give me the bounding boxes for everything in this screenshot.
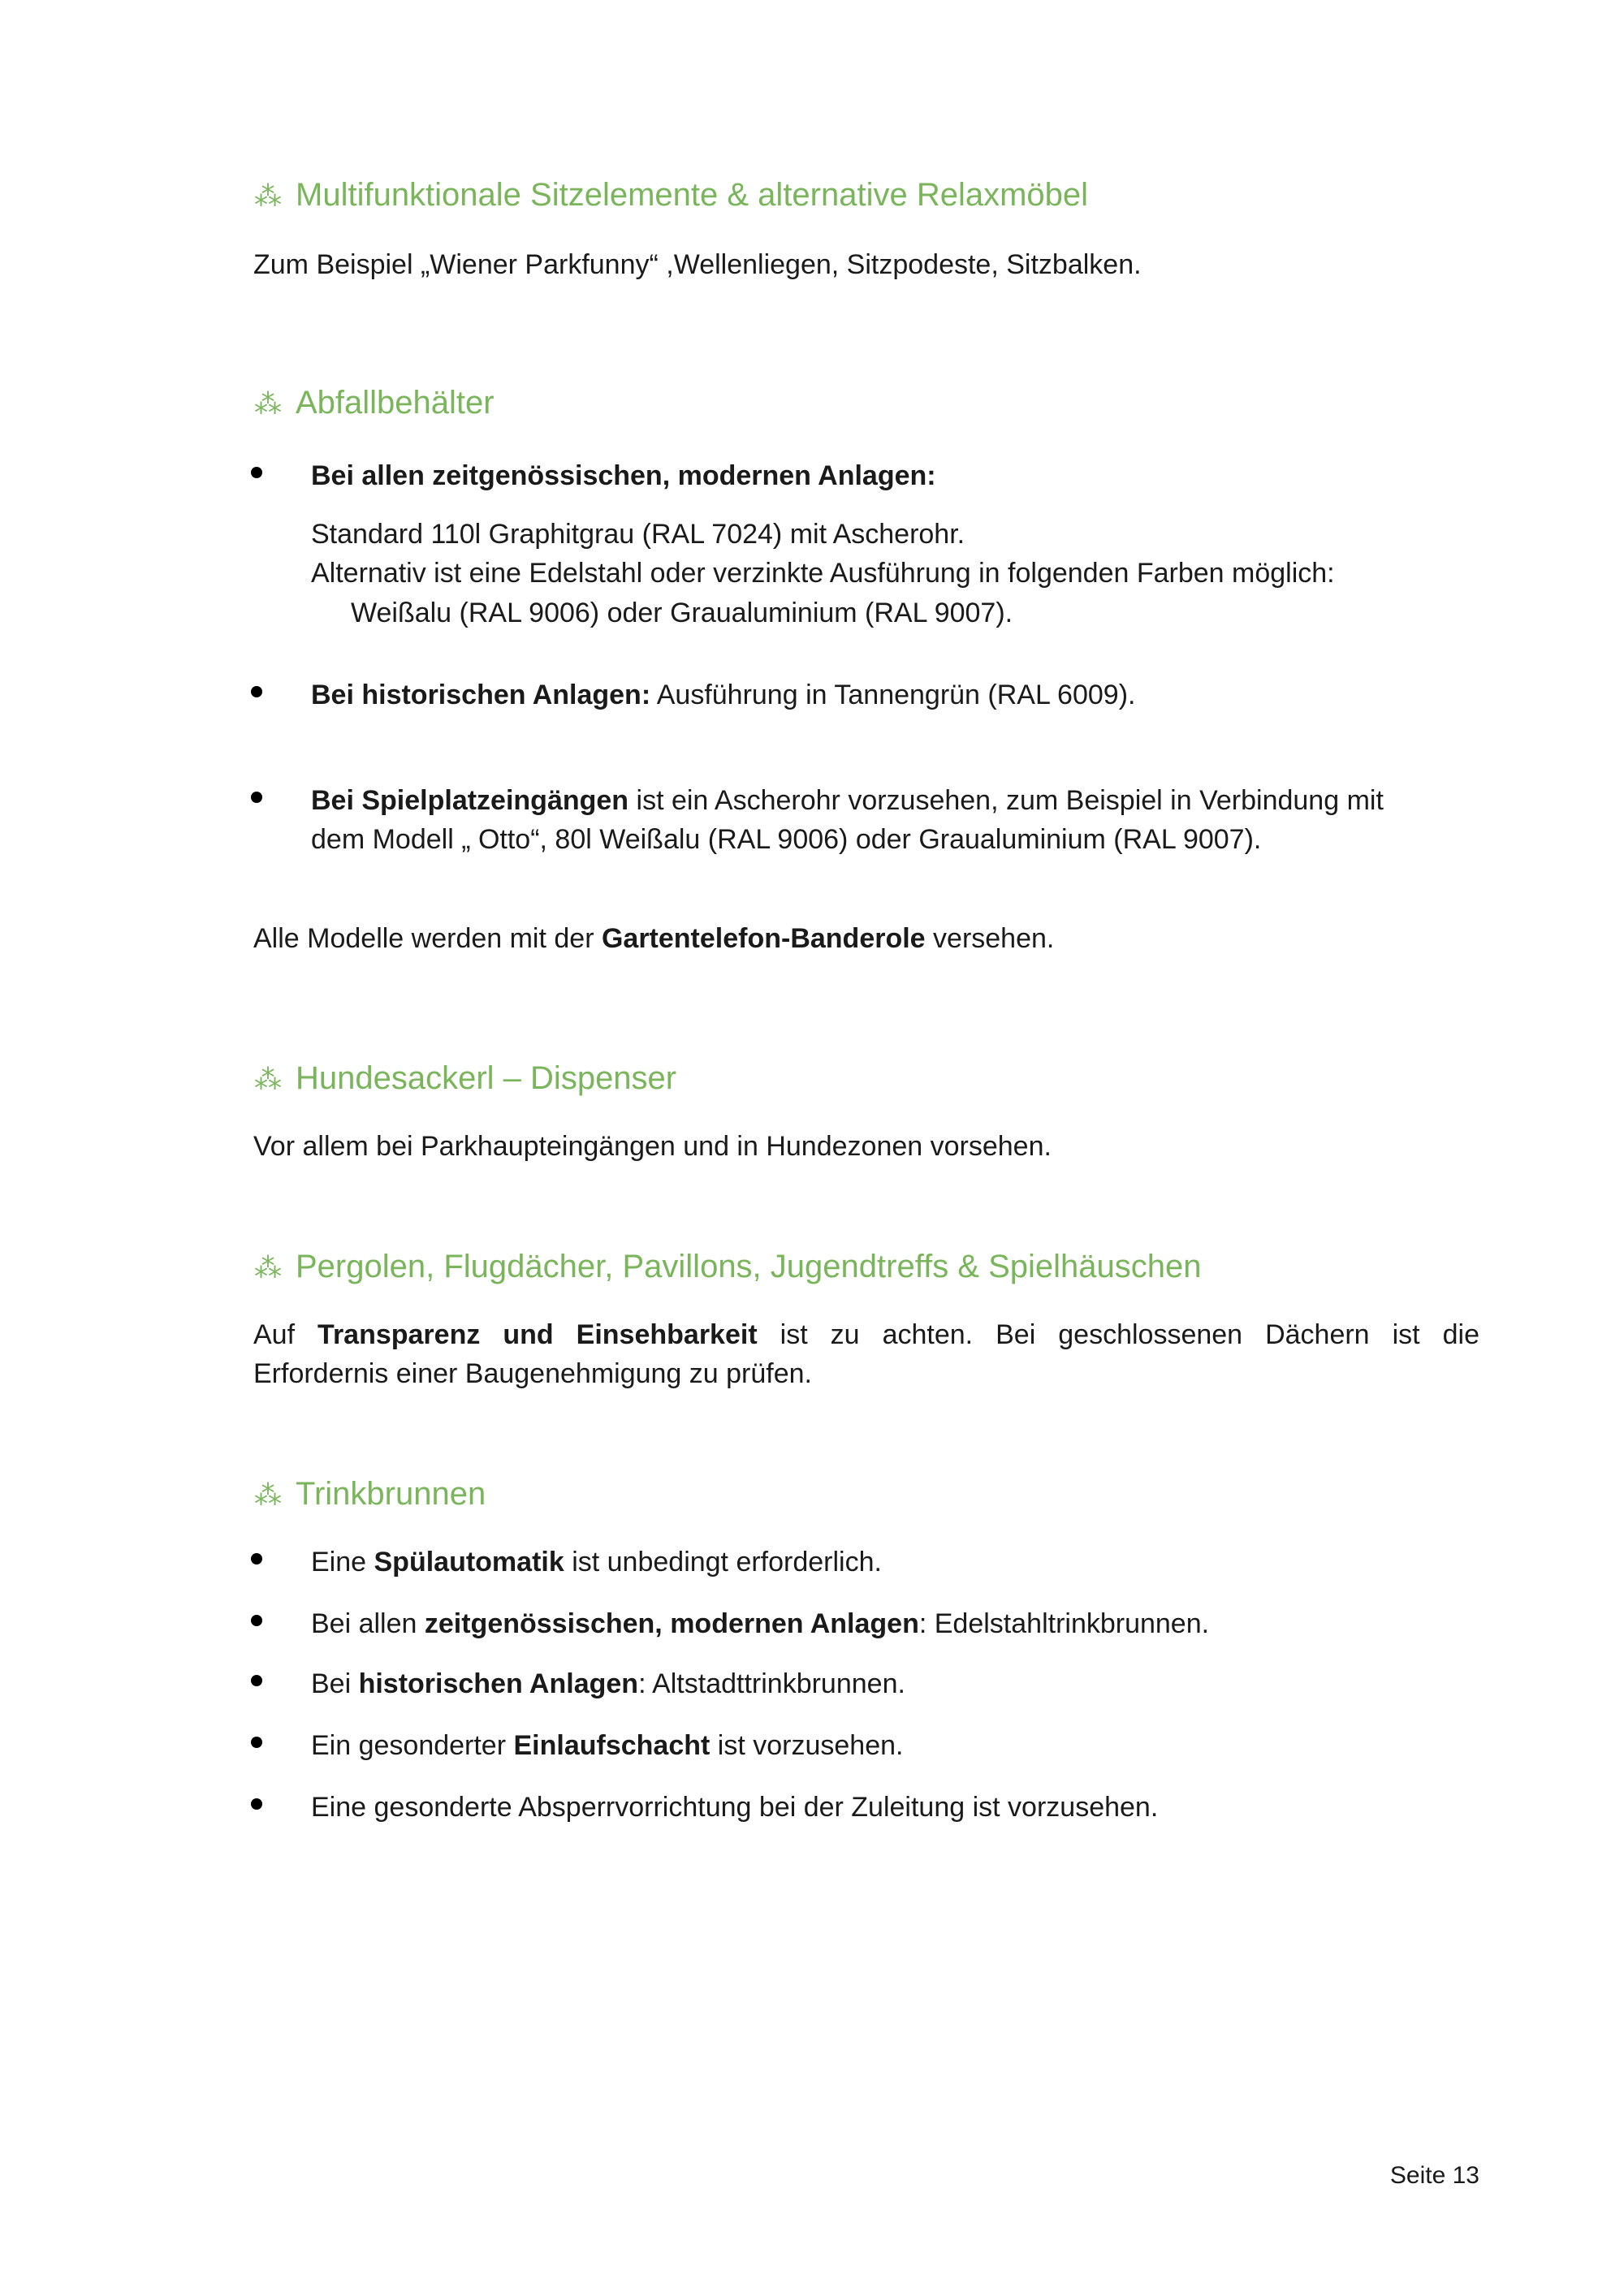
heading-dog-text: Hundesackerl – Dispenser [296, 1060, 677, 1096]
asterism-icon: ⁂ [254, 1480, 282, 1511]
waste-bullet-1-label: Bei allen zeitgenössischen, modernen Anlagen: [311, 460, 936, 491]
fountain-item-3: Bei historischen Anlagen: Altstadttrinkbrunnen. [311, 1668, 905, 1699]
bullet-icon [248, 1788, 268, 1807]
seating-text: Zum Beispiel „Wiener Parkfunny“ ,Wellenliegen, Sitzpodeste, Sitzbalken. [253, 249, 1142, 280]
waste-bullet-2: Bei historischen Anlagen: Ausführung in Tannengrün (RAL 6009). [311, 680, 1136, 710]
asterism-icon: ⁂ [254, 1253, 282, 1284]
fountain-item-5: Eine gesonderte Absperrvorrichtung bei der Zuleitung ist vorzusehen. [311, 1792, 1159, 1823]
heading-waste [253, 382, 1471, 425]
waste-bullet-1-line-2: Alternativ ist eine Edelstahl oder verzinkte Ausführung in folgenden Farben möglich: [311, 558, 1335, 589]
bullet-icon [248, 675, 268, 695]
pergola-line-1: Auf Transparenz und Einsehbarkeit ist zu achten. Bei geschlossenen Dächern ist die [253, 1319, 1479, 1350]
asterism-icon: ⁂ [254, 181, 282, 212]
heading-seating [253, 174, 1471, 218]
dog-text: Vor allem bei Parkhaupteingängen und in Hundezonen vorsehen. [253, 1131, 1052, 1162]
heading-pergola [253, 1245, 1471, 1289]
waste-bullet-1-line-1: Standard 110l Graphitgrau (RAL 7024) mit Ascherohr. [311, 519, 965, 550]
bullet-icon [248, 1604, 268, 1624]
heading-fountain-text: Trinkbrunnen [296, 1476, 486, 1512]
heading-fountain [253, 1473, 1471, 1517]
fountain-item-1: Eine Spülautomatik ist unbedingt erforderlich. [311, 1547, 882, 1577]
waste-bullet-3-line-1: Bei Spielplatzeingängen ist ein Ascherohr vorzusehen, zum Beispiel in Verbindung mit [311, 785, 1384, 816]
heading-dog [253, 1057, 1471, 1101]
fountain-item-2: Bei allen zeitgenössischen, modernen Anlagen: Edelstahltrinkbrunnen. [311, 1608, 1210, 1639]
waste-bullet-3-line-2: dem Modell „ Otto“, 80l Weißalu (RAL 9006) oder Graualuminium (RAL 9007). [311, 824, 1262, 855]
heading-waste-text: Abfallbehälter [296, 385, 495, 421]
bullet-icon [248, 1726, 268, 1746]
bullet-icon [248, 1664, 268, 1684]
bullet-icon [248, 456, 268, 476]
heading-seating-text: Multifunktionale Sitzelemente & alternative Relaxmöbel [296, 177, 1089, 213]
pergola-line-2: Erfordernis einer Baugenehmigung zu prüfen. [253, 1358, 812, 1389]
heading-pergola-text: Pergolen, Flugdächer, Pavillons, Jugendtreffs & Spielhäuschen [296, 1249, 1202, 1284]
bullet-icon [248, 1543, 268, 1562]
asterism-icon: ⁂ [254, 389, 282, 420]
waste-bullet-1-line-3: Weißalu (RAL 9006) oder Graualuminium (RAL 9007). [351, 598, 1013, 628]
bullet-icon [248, 781, 268, 801]
asterism-icon: ⁂ [254, 1064, 282, 1095]
fountain-item-4: Ein gesonderter Einlaufschacht ist vorzusehen. [311, 1730, 904, 1761]
waste-note: Alle Modelle werden mit der Gartentelefon-Banderole versehen. [253, 923, 1055, 954]
page-number: Seite 13 [1389, 2162, 1479, 2189]
